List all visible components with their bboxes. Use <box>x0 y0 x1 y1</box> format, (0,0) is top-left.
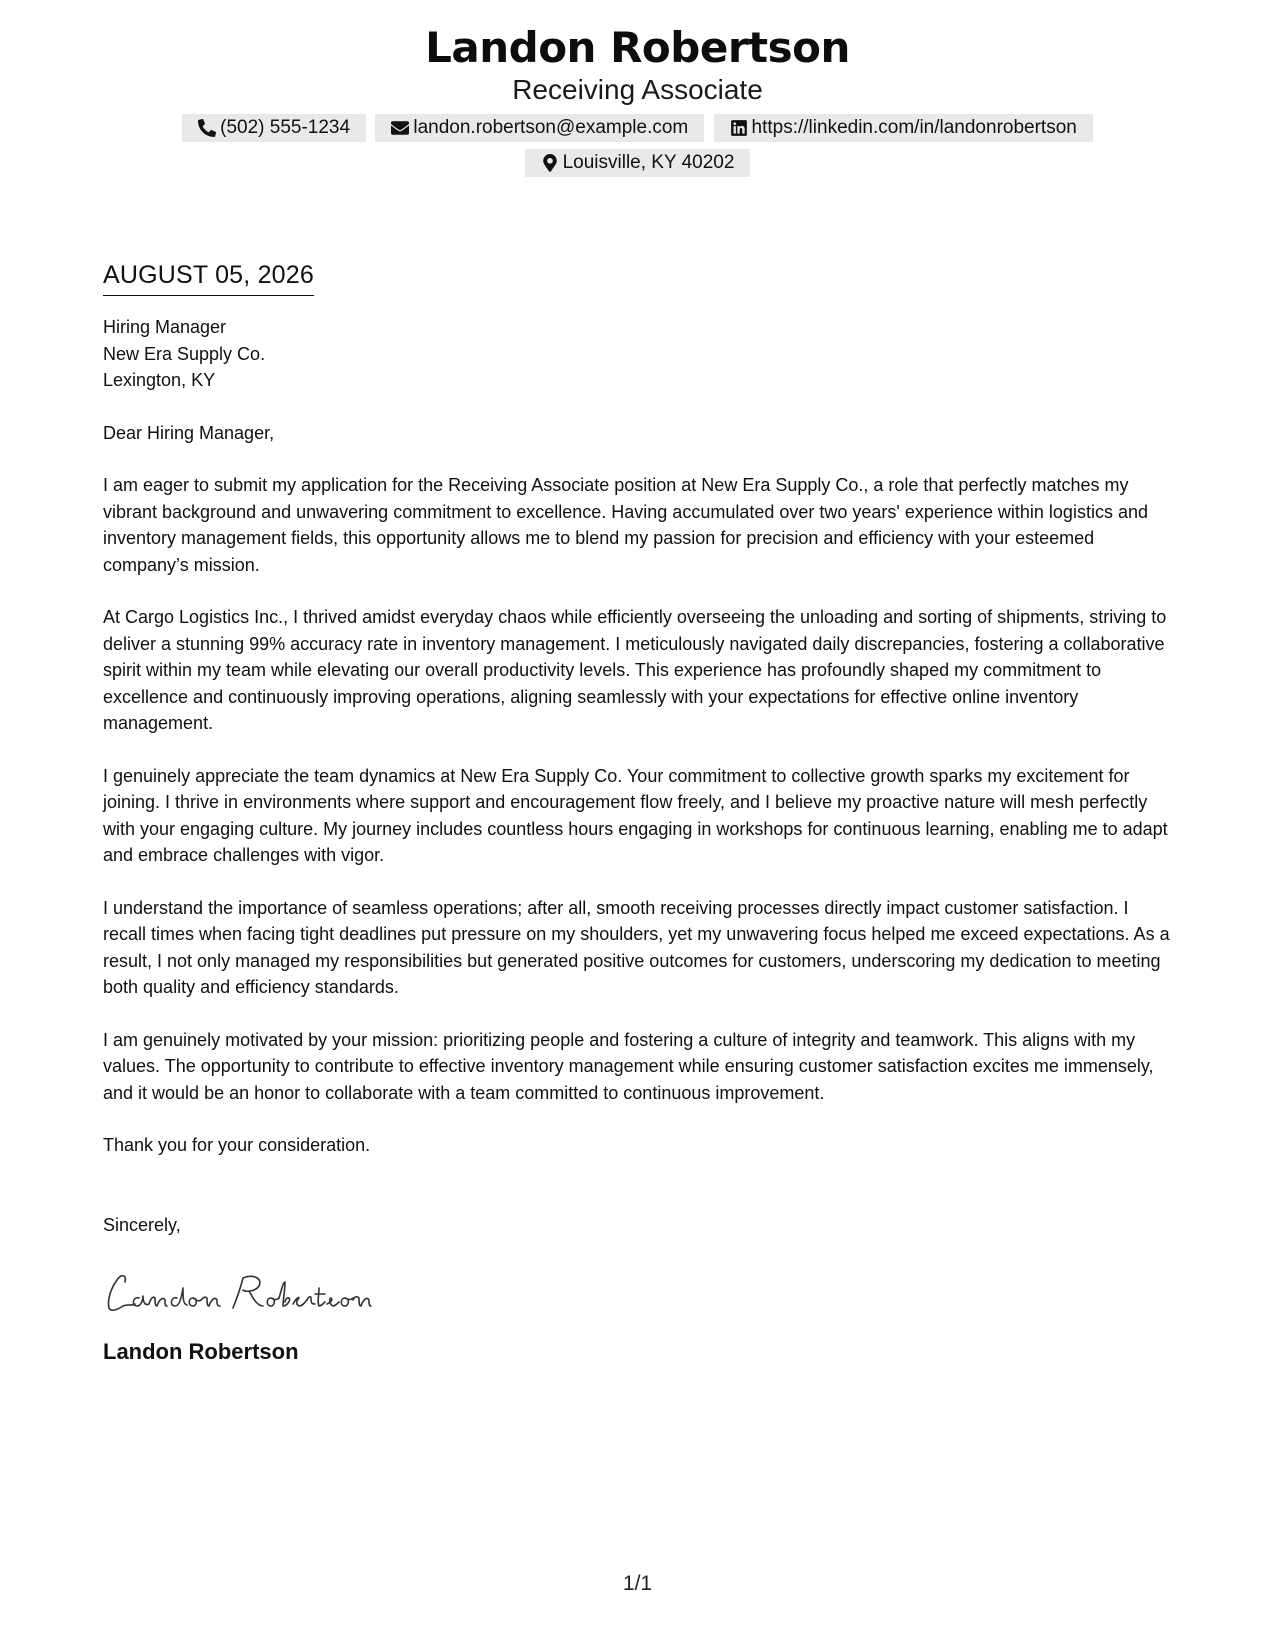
thanks-line: Thank you for your consideration. <box>103 1135 371 1155</box>
contact-location-text: Louisville, KY 40202 <box>562 152 735 173</box>
contact-location <box>525 149 751 177</box>
recipient-company: New Era Supply Co. <box>103 343 266 364</box>
applicant-name: Landon Robertson <box>425 23 850 72</box>
contact-email[interactable] <box>375 114 704 142</box>
recipient-block <box>103 314 1173 394</box>
body-paragraph: I am eager to submit my application for the Receiving Associate position at New Era Supply Co., a role that perfectly matches my vibrant background and unwavering commitment to excellence. Having accumulated over two years' experience within logistics and inventory management fields, this opportunity allows me to blend my passion for precision and efficiency with your esteemed company’s mission. <box>103 475 1148 575</box>
map-marker-icon <box>541 154 559 172</box>
body-paragraph: I understand the importance of seamless operations; after all, smooth receiving processes directly impact customer satisfaction. I recall times when facing tight deadlines put pressure on my shoulders, yet my unwavering focus helped me exceed expectations. As a result, I not only managed my responsibilities but generated positive outcomes for customers, underscoring my dedication to meeting both quality and efficiency standards. <box>103 897 1170 997</box>
envelope-icon <box>391 119 409 137</box>
closing-line: Sincerely, <box>103 1214 181 1235</box>
letter-date: AUGUST 05, 2026 <box>103 258 314 296</box>
letter-header <box>0 22 1275 106</box>
linkedin-icon <box>730 119 748 137</box>
contact-linkedin[interactable] <box>714 114 1093 142</box>
recipient-name: Hiring Manager <box>103 317 227 337</box>
contact-phone <box>182 114 366 142</box>
contact-row <box>0 114 1275 142</box>
signed-name: Landon Robertson <box>103 1339 299 1364</box>
contact-phone-text: (502) 555-1234 <box>220 117 351 138</box>
page-indicator: 1/1 <box>622 1572 653 1595</box>
contact-row-2 <box>0 149 1275 177</box>
body-paragraph: At Cargo Logistics Inc., I thrived amidst everyday chaos while efficiently overseeing the unloading and sorting of shipments, striving to deliver a stunning 99% accuracy rate in inventory management. I meticulously navigated daily discrepancies, fostering a collaborative spirit within my team while elevating our overall productivity levels. This experience has profoundly shaped my commitment to excellence and continuously improving operations, aligning seamlessly with your expectations for effective online inventory management. <box>103 607 1167 733</box>
handwritten-signature <box>103 1260 1173 1320</box>
signature-image <box>103 1260 373 1320</box>
body-paragraph: I genuinely appreciate the team dynamics at New Era Supply Co. Your commitment to collective growth sparks my excitement for joining. I thrive in environments where support and encouragement flow freely, and I believe my proactive nature will mesh perfectly with your engaging culture. My journey includes countless hours engaging in workshops for continuous learning, enabling me to adapt and embrace challenges with vigor. <box>103 765 1168 865</box>
salutation: Dear Hiring Manager, <box>103 422 275 443</box>
contact-linkedin-text: https://linkedin.com/in/landonrobertson <box>751 117 1077 138</box>
body-paragraph: I am genuinely motivated by your mission: prioritizing people and fostering a culture of integrity and teamwork. This aligns with my values. The opportunity to contribute to effective inventory management while ensuring customer satisfaction excites me immensely, and it would be an honor to collaborate with a team committed to continuous improvement. <box>103 1029 1154 1103</box>
phone-icon <box>198 119 216 137</box>
recipient-location: Lexington, KY <box>103 370 216 390</box>
applicant-title: Receiving Associate <box>512 74 763 105</box>
contact-email-text: landon.robertson@example.com <box>413 117 689 138</box>
letter-body <box>103 258 1173 1366</box>
